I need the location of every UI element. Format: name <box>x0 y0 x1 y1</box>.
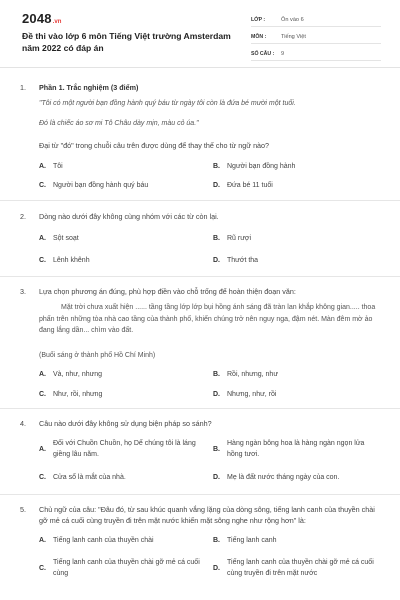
option-letter: C. <box>39 257 46 264</box>
option-letter: B. <box>213 235 220 242</box>
option-letter: D. <box>213 182 220 189</box>
meta-row-grade <box>251 13 381 27</box>
meta-label: SỐ CÂU : <box>251 50 275 57</box>
question-number: 2. <box>20 212 26 221</box>
option-letter: B. <box>213 163 220 170</box>
option-text: Tiếng lanh canh của thuyền chài gỡ mẻ cá cuối cùng truyền đi trên mặt nước <box>227 559 374 577</box>
meta-value: Ôn vào 6 <box>281 16 304 23</box>
option-letter: B. <box>213 371 220 378</box>
document-title: Đề thi vào lớp 6 môn Tiếng Việt trường Amsterdam năm 2022 có đáp án <box>22 31 231 53</box>
logo-suffix: .vn <box>52 19 62 25</box>
passage-text: Mặt trời chưa xuất hiện ...... tầng tầng lớp lớp bụi hồng ánh sáng đã tràn lan khắp không gian..... thoa phấn trên những tòa nhà cao tầng của thành phố, khiến chúng trở nên nguy nga, đậm nét. Màn đêm mờ ảo đang lắng dần... chìm vào đất. <box>39 304 376 335</box>
option-letter: A. <box>39 163 46 170</box>
question-prompt: Đại từ "đó" trong chuỗi câu trên được dùng để thay thế cho từ ngữ nào? <box>39 141 270 150</box>
logo-text: 2048 <box>22 11 52 26</box>
option-letter: A. <box>39 537 46 544</box>
option-text: Đối với Chuồn Chuồn, họ Dế chúng tôi là láng giềng lâu năm. <box>53 440 196 458</box>
meta-label: MÔN : <box>251 33 267 40</box>
option-text: Rồi, nhưng, như <box>227 371 279 378</box>
option-letter: A. <box>39 446 46 453</box>
question-4 <box>0 409 400 495</box>
option-letter: B. <box>213 446 220 453</box>
option-letter: C. <box>39 391 46 398</box>
passage-source: (Buổi sáng ở thành phố Hồ Chí Minh) <box>39 352 156 359</box>
question-prompt: Lựa chọn phương án đúng, phù hợp điền vào chỗ trống để hoàn thiện đoạn văn: <box>39 287 296 296</box>
option-text: Tôi <box>53 163 63 170</box>
option-letter: D. <box>213 257 220 264</box>
option-letter: A. <box>39 371 46 378</box>
question-number: 1. <box>20 83 26 92</box>
question-number: 5. <box>20 505 26 514</box>
option-text: Tiếng lanh canh của thuyền chài <box>53 537 154 544</box>
question-number: 3. <box>20 287 26 296</box>
question-prompt: Dòng nào dưới đây không cùng nhóm với các từ còn lại. <box>39 212 219 221</box>
question-prompt: Câu nào dưới đây không sử dụng biện pháp so sánh? <box>39 419 212 428</box>
option-letter: D. <box>213 391 220 398</box>
option-text: Người bạn đồng hành quý báu <box>53 182 149 189</box>
quote-line: "Tôi có một người bạn đồng hành quý báu từ ngày tôi còn là đứa bé mười một tuổi. <box>39 100 296 107</box>
option-text: Sột soạt <box>53 235 79 242</box>
quote-line: Đó là chiếc áo sơ mi Tô Châu dày mịn, màu cỏ úa." <box>39 120 199 127</box>
option-text: Cửa sổ là mắt của nhà. <box>53 474 126 481</box>
option-text: Và, như, nhưng <box>53 371 103 378</box>
option-text: Hàng ngàn bông hoa là hàng ngàn ngọn lửa hồng tươi. <box>227 440 365 458</box>
option-letter: D. <box>213 474 220 481</box>
question-5 <box>0 495 400 600</box>
option-letter: C. <box>39 182 46 189</box>
option-text: Người bạn đồng hành <box>227 163 296 170</box>
option-text: Rũ rượi <box>227 235 252 242</box>
meta-value: Tiếng Việt <box>281 33 306 40</box>
option-text: Tiếng lanh canh <box>227 537 277 544</box>
option-letter: C. <box>39 565 46 572</box>
meta-value: 9 <box>281 50 285 57</box>
question-2 <box>0 201 400 277</box>
option-text: Lênh khênh <box>53 257 90 264</box>
section-heading: Phần 1. Trắc nghiệm (3 điểm) <box>39 83 139 92</box>
option-text: Tiếng lanh canh của thuyền chài gỡ mẻ cá cuối cùng <box>53 559 200 577</box>
meta-row-question-count <box>251 47 381 61</box>
question-3 <box>0 277 400 409</box>
option-letter: B. <box>213 537 220 544</box>
option-text: Nhưng, như, rồi <box>227 391 277 398</box>
meta-row-subject <box>251 30 381 44</box>
question-number: 4. <box>20 419 26 428</box>
option-text: Mẹ là đất nước tháng ngày của con. <box>227 474 340 481</box>
option-text: Đứa bé 11 tuổi <box>227 182 273 189</box>
option-text: Như, rồi, nhưng <box>53 391 103 398</box>
page-header <box>0 0 400 68</box>
meta-label: LỚP : <box>251 16 266 23</box>
site-logo[interactable] <box>22 10 61 26</box>
option-letter: C. <box>39 474 46 481</box>
question-prompt: Chủ ngữ của câu: "Đâu đó, từ sau khúc quanh vắng lặng của dòng sông, tiếng lanh canh của thuyền chài gỡ mẻ cá cuối cùng truyền đi trên mặt nước khiến mặt sông nghe như rộng hơn" là: <box>39 505 375 525</box>
option-letter: A. <box>39 235 46 242</box>
meta-info <box>251 13 381 64</box>
option-letter: D. <box>213 565 220 572</box>
question-1 <box>0 68 400 201</box>
option-text: Thướt tha <box>227 257 259 264</box>
